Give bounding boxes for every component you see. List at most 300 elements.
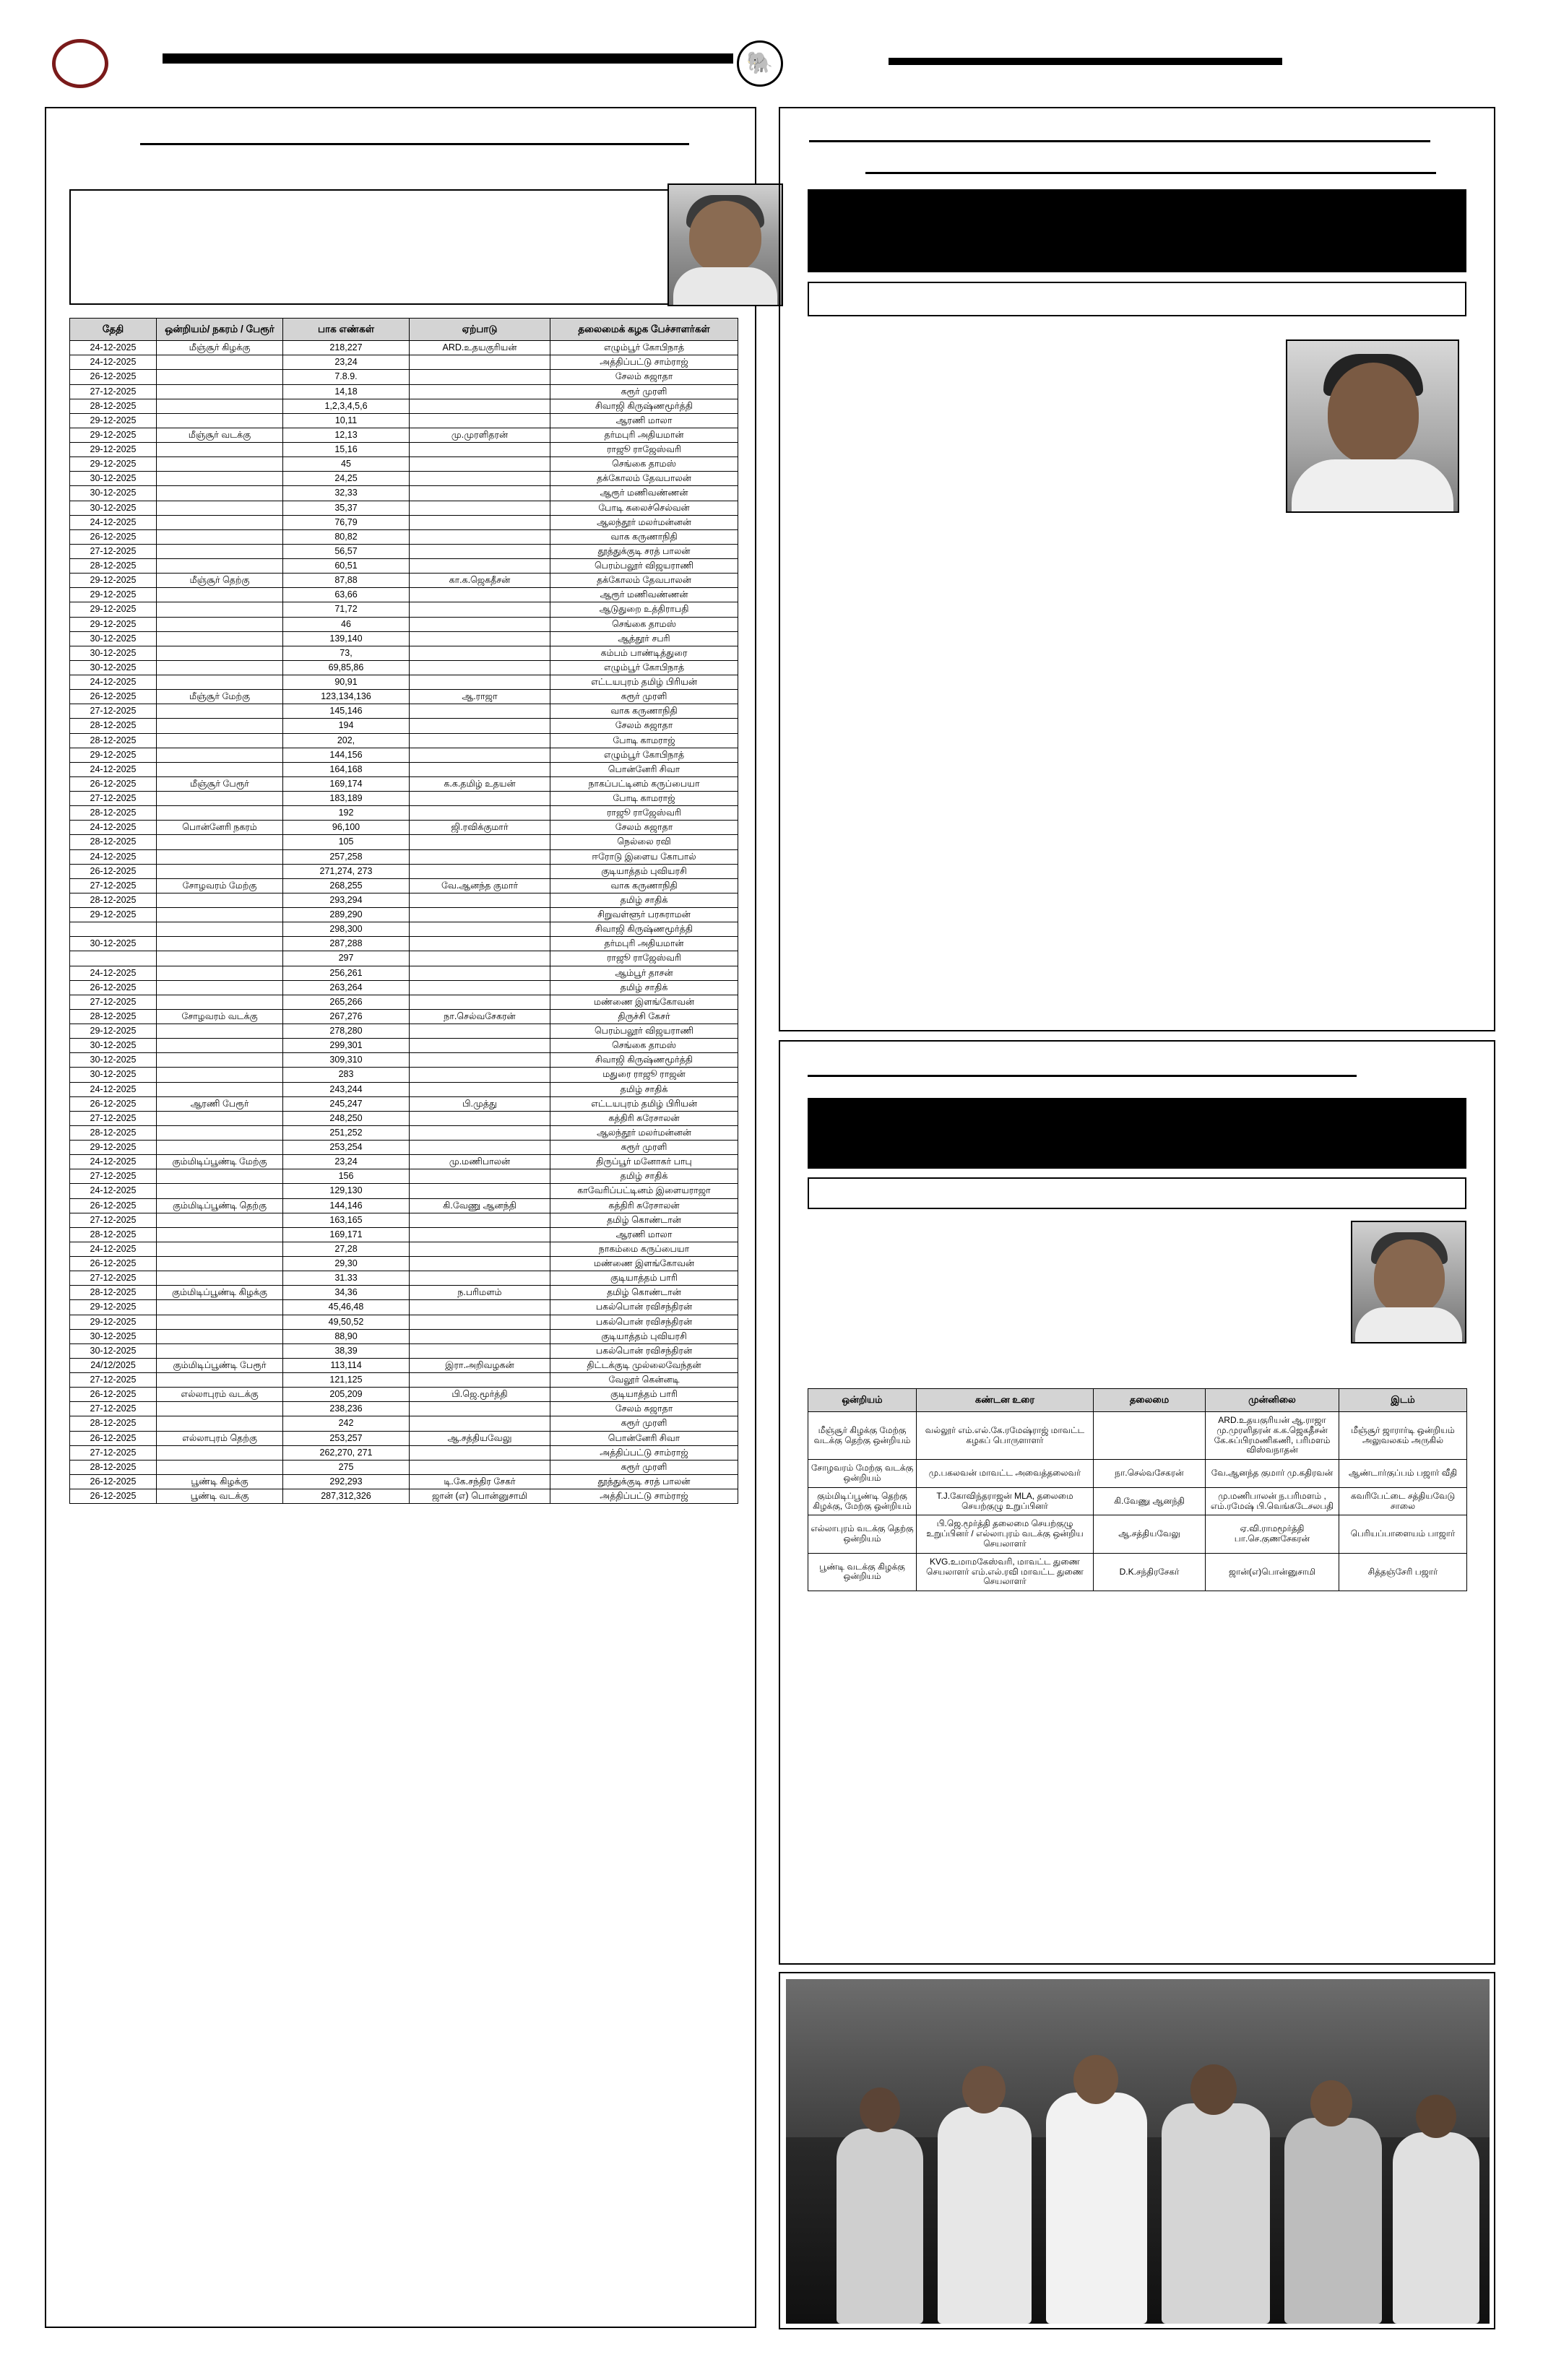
col-header-arrangement: ஏற்பாடு	[410, 319, 550, 341]
cell-wards: 289,290	[283, 908, 410, 922]
cell-wards: 194	[283, 719, 410, 733]
table-row	[70, 1388, 738, 1402]
photo-person-head	[1310, 2080, 1352, 2126]
cell-union	[157, 1227, 283, 1242]
masthead-title-bar-right	[889, 58, 1282, 65]
cell-date: 26-12-2025	[70, 529, 157, 544]
lead-headline-rule	[140, 143, 689, 145]
table-row	[70, 660, 738, 675]
cell-place: சித்தஞ்சேரி பஜார்	[1339, 1553, 1467, 1591]
cell-date: 24-12-2025	[70, 821, 157, 835]
cell-arrangement: க.க.தமிழ் உதயன்	[410, 776, 550, 791]
table-row	[70, 937, 738, 951]
cell-wards: 257,258	[283, 849, 410, 864]
cell-arrangement	[410, 1416, 550, 1431]
cell-arrangement	[410, 966, 550, 980]
cell-speaker: தமிழ் சாதிக்	[550, 1082, 738, 1096]
cell-date: 29-12-2025	[70, 602, 157, 617]
table-row	[70, 355, 738, 370]
cell-date: 30-12-2025	[70, 937, 157, 951]
portrait-shirt	[673, 267, 777, 305]
col-header-speakers: தலைமைக் கழக பேச்சாளர்கள்	[550, 319, 738, 341]
cell-speaker: தர்மபுரி அதியமான்	[550, 937, 738, 951]
cell-speaker: சிவாஜி கிருஷ்ணமூர்த்தி	[550, 1053, 738, 1068]
cell-speaker: திருப்பூர் மனோகர் பாபு	[550, 1155, 738, 1169]
cell-chair: ஆ.சத்தியவேலு	[1094, 1515, 1206, 1553]
cell-speaker: பெரம்பலூர் விஜயராணி	[550, 1024, 738, 1039]
table-row	[70, 1343, 738, 1358]
cell-arrangement	[410, 1125, 550, 1140]
cell-speaker: தக்கோலம் தேவபாலன்	[550, 472, 738, 486]
table-row	[70, 1125, 738, 1140]
cell-union: மீஞ்சூர் பேரூர்	[157, 776, 283, 791]
cell-wards: 129,130	[283, 1184, 410, 1198]
cell-date: 29-12-2025	[70, 443, 157, 457]
cell-arrangement	[410, 544, 550, 558]
cell-date: 27-12-2025	[70, 1169, 157, 1184]
cell-arrangement: ஆ.ராஜா	[410, 690, 550, 704]
table-row	[70, 1082, 738, 1096]
cell-date: 29-12-2025	[70, 457, 157, 472]
cell-union: எல்லாபுரம் வடக்கு தெற்கு ஒன்றியம்	[808, 1515, 917, 1553]
cell-date: 28-12-2025	[70, 893, 157, 907]
cell-wards: 278,280	[283, 1024, 410, 1039]
cell-union: மீஞ்சூர் மேற்கு	[157, 690, 283, 704]
cell-union	[157, 1125, 283, 1140]
cell-date: 24-12-2025	[70, 1242, 157, 1256]
cell-date: 29-12-2025	[70, 1300, 157, 1315]
table-row	[70, 602, 738, 617]
cell-speaker: ஆரூர் மணிவண்ணன்	[550, 588, 738, 602]
cell-arrangement	[410, 559, 550, 574]
cell-union: கும்மிடிப்பூண்டி மேற்கு	[157, 1155, 283, 1169]
cell-union	[157, 1343, 283, 1358]
table-row	[70, 733, 738, 748]
cell-date: 26-12-2025	[70, 370, 157, 384]
table-row	[70, 588, 738, 602]
cell-wards: 139,140	[283, 631, 410, 646]
cell-speaker: கரூர் முரளி	[550, 1141, 738, 1155]
cell-arrangement	[410, 1024, 550, 1039]
cell-speaker: தமிழ் சாதிக்	[550, 893, 738, 907]
cell-speaker: பொன்னேரி சிவா	[550, 1431, 738, 1445]
cell-speaker: தமிழ் கொண்டான்	[550, 1213, 738, 1227]
cell-arrangement	[410, 501, 550, 515]
cell-date: 28-12-2025	[70, 1416, 157, 1431]
cell-wards: 205,209	[283, 1388, 410, 1402]
cell-date: 26-12-2025	[70, 1431, 157, 1445]
table-row	[70, 1286, 738, 1300]
table-row	[70, 1141, 738, 1155]
cell-arrangement: மு.முரளிதரன்	[410, 428, 550, 442]
cell-union	[157, 1300, 283, 1315]
table-row	[70, 1257, 738, 1271]
cell-arrangement	[410, 472, 550, 486]
cell-date: 27-12-2025	[70, 1402, 157, 1416]
table-row	[70, 1445, 738, 1460]
cell-wards: 23,24	[283, 355, 410, 370]
cell-date: 27-12-2025	[70, 878, 157, 893]
cell-arrangement	[410, 1141, 550, 1155]
table-row	[70, 1213, 738, 1227]
cell-union	[157, 501, 283, 515]
cell-arrangement	[410, 1300, 550, 1315]
table-row	[70, 486, 738, 501]
cell-arrangement	[410, 951, 550, 966]
cell-union	[157, 1242, 283, 1256]
cell-date: 26-12-2025	[70, 1257, 157, 1271]
cell-arrangement	[410, 1257, 550, 1271]
cell-union	[157, 529, 283, 544]
cell-arrangement: பி.ஜெ.மூர்த்தி	[410, 1388, 550, 1402]
table-row	[70, 864, 738, 878]
cell-date: 26-12-2025	[70, 980, 157, 995]
cell-union	[157, 588, 283, 602]
cell-speaker: தமிழ் கொண்டான்	[550, 1286, 738, 1300]
cell-speaker: திருச்சி கேசர்	[550, 1009, 738, 1024]
cell-arrangement	[410, 1039, 550, 1053]
cell-arrangement	[410, 457, 550, 472]
photo-person	[1162, 2103, 1270, 2324]
table-row	[70, 1474, 738, 1489]
cell-chair: கி.வேணு ஆனந்தி	[1094, 1487, 1206, 1515]
cell-speaker: தர்மபுரி அதியமான்	[550, 428, 738, 442]
cell-date: 29-12-2025	[70, 908, 157, 922]
article-rule-sub	[865, 172, 1436, 174]
cell-wards: 49,50,52	[283, 1315, 410, 1329]
cell-speech: T.J.கோவிந்தராஜன் MLA, தலைமை செயற்குழு உறுப்பினர்	[917, 1487, 1094, 1515]
cell-union	[157, 1373, 283, 1388]
cell-date: 30-12-2025	[70, 1039, 157, 1053]
cell-union: எல்லாபுரம் வடக்கு	[157, 1388, 283, 1402]
cell-speaker: வாக கருணாநிதி	[550, 704, 738, 719]
cell-wards: 297	[283, 951, 410, 966]
cell-union: கும்மிடிப்பூண்டி தெற்கு	[157, 1198, 283, 1213]
cell-presence: வே.ஆனந்த குமார் மு.கதிரவன்	[1206, 1460, 1339, 1488]
cell-speaker: ஆத்தூர் சபரி	[550, 631, 738, 646]
cell-wards: 253,254	[283, 1141, 410, 1155]
cell-date: 29-12-2025	[70, 1141, 157, 1155]
cell-date: 28-12-2025	[70, 1227, 157, 1242]
cell-wards: 245,247	[283, 1096, 410, 1111]
table-row	[70, 413, 738, 428]
cell-presence: மு.மணிபாலன் ந.பரிமளம் , எம்.ரமேஷ் பி.வெங்கடேசலபதி	[1206, 1487, 1339, 1515]
cell-union: சோழவரம் மேற்கு	[157, 878, 283, 893]
cell-date: 30-12-2025	[70, 472, 157, 486]
cell-date: 24-12-2025	[70, 966, 157, 980]
cell-speaker: நாகம்மை கருப்பையா	[550, 1242, 738, 1256]
cell-chair: D.K.சந்திரசேகர்	[1094, 1553, 1206, 1591]
col-header-speech: கண்டன உரை	[917, 1389, 1094, 1412]
photo-person	[1393, 2132, 1479, 2324]
cell-wards: 121,125	[283, 1373, 410, 1388]
cell-speaker: சேலம் சுஜாதா	[550, 821, 738, 835]
cell-date: 27-12-2025	[70, 1111, 157, 1125]
table-row	[70, 559, 738, 574]
table-row	[70, 922, 738, 937]
cell-speaker: சேலம் சுஜாதா	[550, 370, 738, 384]
cell-arrangement	[410, 1271, 550, 1286]
cell-speaker: தூத்துக்குடி சரத் பாலன்	[550, 544, 738, 558]
elephant-emblem: 🐘	[737, 40, 783, 87]
cell-arrangement	[410, 413, 550, 428]
cell-speaker: வாக கருணாநிதி	[550, 529, 738, 544]
cell-date: 24/12/2025	[70, 1358, 157, 1372]
photo-person-head	[1073, 2055, 1118, 2104]
cell-date: 28-12-2025	[70, 1286, 157, 1300]
cell-speaker: தக்கோலம் தேவபாலன்	[550, 574, 738, 588]
cell-union	[157, 893, 283, 907]
cell-speaker: மண்ணை இளங்கோவன்	[550, 1257, 738, 1271]
table-row	[70, 893, 738, 907]
table-header-row	[808, 1389, 1467, 1412]
cell-wards: 298,300	[283, 922, 410, 937]
cell-wards: 292,293	[283, 1474, 410, 1489]
table-row	[70, 1315, 738, 1329]
cell-speaker: ஆரூர் மணிவண்ணன்	[550, 486, 738, 501]
cell-date: 29-12-2025	[70, 588, 157, 602]
cell-arrangement	[410, 1184, 550, 1198]
portrait-shirt	[1292, 459, 1453, 511]
cell-arrangement	[410, 617, 550, 631]
cell-union	[157, 1068, 283, 1082]
cell-date: 26-12-2025	[70, 1198, 157, 1213]
cell-date: 24-12-2025	[70, 355, 157, 370]
table-row	[808, 1411, 1467, 1459]
cell-arrangement	[410, 1242, 550, 1256]
cell-date	[70, 922, 157, 937]
cell-date: 28-12-2025	[70, 399, 157, 413]
cell-arrangement	[410, 529, 550, 544]
portrait-shirt	[1355, 1307, 1462, 1342]
article-rule-top	[809, 140, 1430, 142]
table-row	[70, 1358, 738, 1372]
cell-union	[157, 1213, 283, 1227]
cell-union	[157, 486, 283, 501]
table-row	[70, 501, 738, 515]
photo-person	[837, 2129, 923, 2324]
cell-wards: 105	[283, 835, 410, 849]
cell-arrangement	[410, 588, 550, 602]
cell-wards: 183,189	[283, 792, 410, 806]
cell-chair: நா.செல்வசேகரன்	[1094, 1460, 1206, 1488]
cell-union: பூண்டி வடக்கு கிழக்கு ஒன்றியம்	[808, 1553, 917, 1591]
cell-speaker: நாகப்பட்டினம் கருப்பையா	[550, 776, 738, 791]
cell-union	[157, 1111, 283, 1125]
cell-date: 27-12-2025	[70, 544, 157, 558]
table-row	[70, 835, 738, 849]
table-header-row	[70, 319, 738, 341]
leader-portrait-3	[1351, 1221, 1466, 1343]
leader-portrait-2	[1286, 339, 1459, 513]
table-row	[70, 719, 738, 733]
table-row	[70, 1227, 738, 1242]
cell-wards: 163,165	[283, 1213, 410, 1227]
cell-wards: 60,51	[283, 559, 410, 574]
cell-wards: 45	[283, 457, 410, 472]
cell-wards: 14,18	[283, 384, 410, 399]
table-row	[70, 1155, 738, 1169]
cell-speaker: அத்திப்பட்டு சாம்ராஜ்	[550, 355, 738, 370]
cell-speaker: பெரம்பலூர் விஜயராணி	[550, 559, 738, 574]
cell-date: 28-12-2025	[70, 733, 157, 748]
cell-union	[157, 472, 283, 486]
table-row	[70, 1198, 738, 1213]
cell-speaker: குடியாத்தம் புவியரசி	[550, 1329, 738, 1343]
cell-speaker: கத்திரி சுரேசாலன்	[550, 1111, 738, 1125]
cell-wards: 267,276	[283, 1009, 410, 1024]
cell-union: மீஞ்சூர் வடக்கு	[157, 428, 283, 442]
cell-date: 26-12-2025	[70, 864, 157, 878]
cell-arrangement	[410, 1460, 550, 1474]
cell-speaker: எட்டயபுரம் தமிழ் பிரியன்	[550, 1096, 738, 1111]
cell-date: 28-12-2025	[70, 559, 157, 574]
table-row	[70, 544, 738, 558]
table-row	[70, 341, 738, 355]
table-row	[70, 1242, 738, 1256]
table-row	[70, 370, 738, 384]
table-row	[70, 1068, 738, 1082]
cell-union	[157, 1053, 283, 1068]
cell-speaker: பொன்னேரி சிவா	[550, 762, 738, 776]
portrait-face	[689, 201, 761, 273]
right-column-article-top	[779, 107, 1495, 1031]
cell-speaker: குடியாத்தம் பாரி	[550, 1271, 738, 1286]
cell-date: 30-12-2025	[70, 660, 157, 675]
cell-date: 30-12-2025	[70, 1053, 157, 1068]
table-row	[70, 849, 738, 864]
table-row	[70, 529, 738, 544]
cell-wards: 24,25	[283, 472, 410, 486]
cell-wards: 31.33	[283, 1271, 410, 1286]
cell-date: 29-12-2025	[70, 1315, 157, 1329]
cell-wards: 169,171	[283, 1227, 410, 1242]
cell-wards: 263,264	[283, 980, 410, 995]
cell-wards: 238,236	[283, 1402, 410, 1416]
cell-union	[157, 762, 283, 776]
cell-union	[157, 995, 283, 1009]
cell-arrangement	[410, 646, 550, 660]
cell-speaker: கம்பம் பாண்டித்துரை	[550, 646, 738, 660]
cell-date: 28-12-2025	[70, 1009, 157, 1024]
cell-wards: 283	[283, 1068, 410, 1082]
cell-speaker: அத்திப்பட்டு சாம்ராஜ்	[550, 1445, 738, 1460]
cell-speaker: கரூர் முரளி	[550, 690, 738, 704]
cell-wards: 35,37	[283, 501, 410, 515]
cell-union	[157, 515, 283, 529]
cell-date: 28-12-2025	[70, 835, 157, 849]
cell-speaker: சிறுவள்ளூர் பரசுராமன்	[550, 908, 738, 922]
cell-wards: 145,146	[283, 704, 410, 719]
cell-wards: 123,134,136	[283, 690, 410, 704]
cell-union	[157, 748, 283, 762]
table-row	[70, 806, 738, 821]
cell-wards: 242	[283, 1416, 410, 1431]
cell-arrangement	[410, 762, 550, 776]
cell-arrangement	[410, 443, 550, 457]
table-row	[70, 1111, 738, 1125]
cell-arrangement: ந.பரிமளம்	[410, 1286, 550, 1300]
table-row	[70, 951, 738, 966]
cell-wards: 251,252	[283, 1125, 410, 1140]
cell-speaker: தமிழ் சாதிக்	[550, 1169, 738, 1184]
cell-speaker: பகல்பொன் ரவிசந்திரன்	[550, 1315, 738, 1329]
cell-arrangement	[410, 1068, 550, 1082]
cell-wards: 27,28	[283, 1242, 410, 1256]
cell-date: 24-12-2025	[70, 1155, 157, 1169]
table-row	[70, 384, 738, 399]
table-row	[70, 472, 738, 486]
cell-date: 30-12-2025	[70, 1343, 157, 1358]
article-banner-block	[808, 189, 1466, 272]
cell-union	[157, 1460, 283, 1474]
cell-speaker: ஆலந்தூர் மலர்மன்னன்	[550, 1125, 738, 1140]
cell-wards: 7.8.9.	[283, 370, 410, 384]
cell-arrangement: ARD.உதயகுரியன்	[410, 341, 550, 355]
cell-union	[157, 370, 283, 384]
table-row	[70, 1300, 738, 1315]
table-row	[70, 1039, 738, 1053]
cell-wards: 56,57	[283, 544, 410, 558]
cell-wards: 299,301	[283, 1039, 410, 1053]
table-row	[70, 792, 738, 806]
cell-arrangement	[410, 1373, 550, 1388]
photo-person	[1046, 2093, 1147, 2324]
table-row	[70, 1169, 738, 1184]
cell-speaker: செங்கை தாமஸ்	[550, 457, 738, 472]
cell-date: 24-12-2025	[70, 675, 157, 690]
table-row	[70, 1096, 738, 1111]
cell-union	[157, 908, 283, 922]
cell-wards: 287,312,326	[283, 1489, 410, 1504]
table-row	[70, 821, 738, 835]
cell-wards: 248,250	[283, 1111, 410, 1125]
cell-arrangement	[410, 370, 550, 384]
cell-date	[70, 951, 157, 966]
cell-date: 26-12-2025	[70, 1388, 157, 1402]
cell-speaker: போடி காமராஜ்	[550, 792, 738, 806]
cell-wards: 88,90	[283, 1329, 410, 1343]
cell-speaker: நெல்லை ரவி	[550, 835, 738, 849]
col-header-chair: தலைமை	[1094, 1389, 1206, 1412]
table-row	[70, 574, 738, 588]
cell-arrangement	[410, 1227, 550, 1242]
photo-person-head	[962, 2066, 1006, 2113]
cell-arrangement: ஜி.ரவிக்குமார்	[410, 821, 550, 835]
cell-date: 29-12-2025	[70, 617, 157, 631]
cell-speech: பி.ஜெ.மூர்த்தி தலைமை செயற்குழு உறுப்பினர் / எல்லாபுரம் வடக்கு ஒன்றிய செயலாளர்	[917, 1515, 1094, 1553]
table-row	[70, 1489, 738, 1504]
table-row	[70, 1184, 738, 1198]
cell-wards: 90,91	[283, 675, 410, 690]
cell-wards: 164,168	[283, 762, 410, 776]
cell-date: 29-12-2025	[70, 574, 157, 588]
cell-wards: 192	[283, 806, 410, 821]
cell-union	[157, 937, 283, 951]
cell-union: பூண்டி கிழக்கு	[157, 1474, 283, 1489]
cell-speaker: ராஜூ ராஜேஸ்வரி	[550, 443, 738, 457]
cell-arrangement	[410, 792, 550, 806]
cell-speaker: சிவாஜி கிருஷ்ணமூர்த்தி	[550, 922, 738, 937]
cell-union	[157, 1402, 283, 1416]
cell-union	[157, 457, 283, 472]
cell-speaker: செங்கை தாமஸ்	[550, 617, 738, 631]
cell-union	[157, 1141, 283, 1155]
cell-union	[157, 399, 283, 413]
cell-union	[157, 602, 283, 617]
cell-speech: மு.பகலவன் மாவட்ட அவைத்தலைவர்	[917, 1460, 1094, 1488]
cell-date: 27-12-2025	[70, 1373, 157, 1388]
